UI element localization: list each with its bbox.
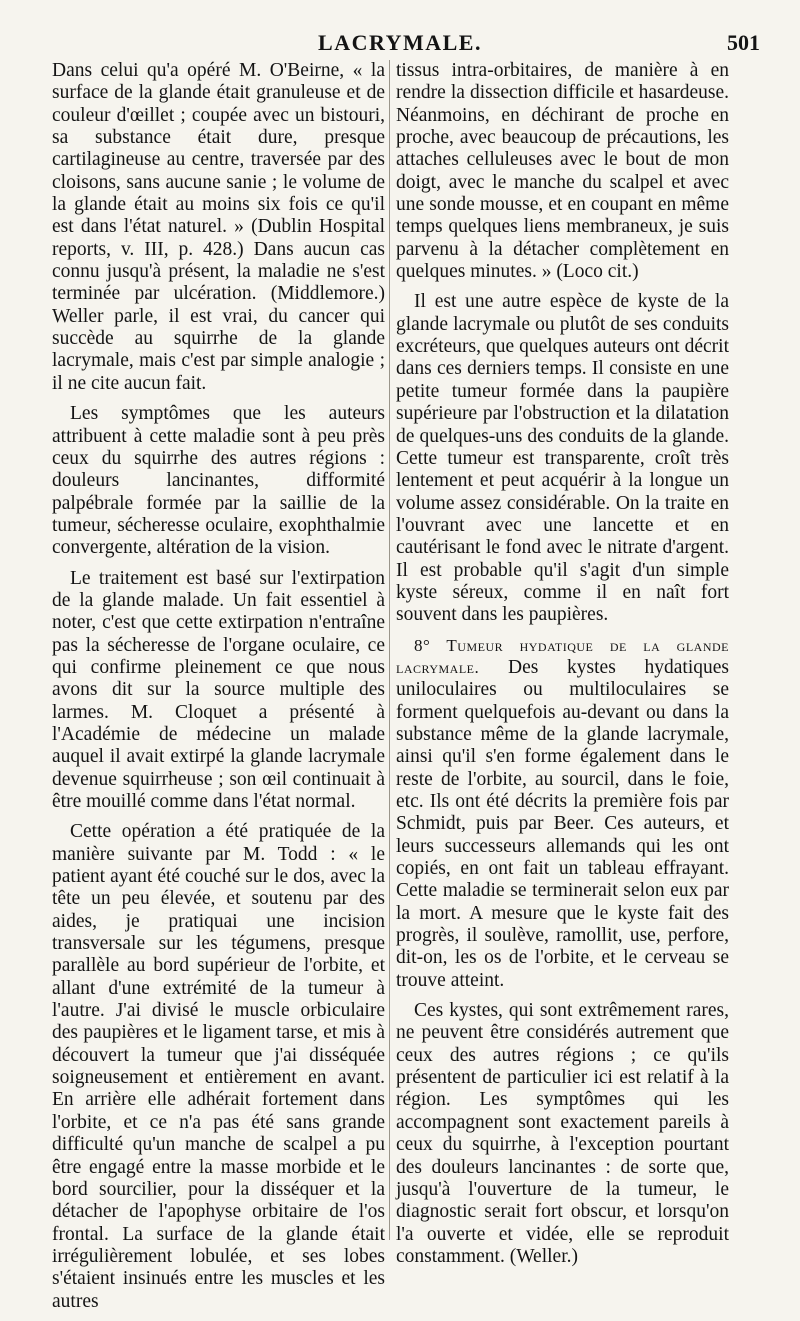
section-body: Des kystes hydatiques uniloculaires ou multiloculaires se forment quelquefois au-devant ou dans la substance même de la glande lacrymale, ainsi qu'il s'en forme également dans le reste de l'orbite, au sourcil, dans le foie, etc. Ils ont été décrits la première fois par Schmidt, puis par Beer. Ces auteurs, et leurs successeurs allemands qui les ont copiés, en ont fait un tableau effrayant. Cette maladie se terminerait selon eux par la mort. A mesure que le kyste fait des progrès, il soulève, ramollit, use, perfore, dit-on, les os de l'orbite, et le cerveau se trouve atteint. [396, 656, 730, 991]
page-number: 501 [727, 30, 760, 55]
paragraph: Le traitement est basé sur l'extirpation de la glande malade. Un fait essentiel à noter, c'est que cette extirpation n'entraîne pas la sécheresse de l'organe oculaire, ce qui confirme pleinement ce que nous avons dit sur la source multiple des larmes. M. Cloquet a présenté à l'Académie de médecine un malade auquel il avait extirpé la glande lacrymale devenue squirrheuse ; son œil continuait à être mouillé comme dans l'état normal. [52, 567, 385, 812]
paragraph: tissus intra-orbitaires, de manière à en rendre la dissection difficile et hasardeuse. Néanmoins, en déchirant de proche en proche, avec beaucoup de précautions, les attaches celluleuses avec le bout de mon doigt, avec le manche du scalpel et avec une sonde mousse, et en coupant en même temps quelques liens membraneux, je suis parvenu à la détacher complètement en quelques minutes. » (Loco cit.) [396, 60, 729, 283]
paragraph: Il est une autre espèce de kyste de la glande lacrymale ou plutôt de ses conduits excréteurs, que quelques auteurs ont décrit dans ces derniers temps. Il consiste en une petite tumeur formée dans la paupière supérieure par l'obstruction et la dilatation de quelques-uns des conduits de la glande. Cette tumeur est transparente, croît très lentement et peut acquérir à la longue un volume assez considérable. On la traite en l'ouvrant avec une lancette et en cautérisant le fond avec le nitrate d'argent. Il est probable qu'il s'agit d'un simple kyste séreux, comme il en naît fort souvent dans les paupières. [396, 291, 729, 626]
section-heading: 8° Tumeur hydatique de la glande lacrymale. [396, 635, 729, 677]
paragraph: Dans celui qu'a opéré M. O'Beirne, « la surface de la glande était granuleuse et de couleur d'œillet ; coupée avec un bistouri, sa substance était dure, presque cartilagineuse au centre, traversée par des cloisons, sans aucune sanie ; le volume de la glande était au moins six fois ce qu'il est dans l'état naturel. » (Dublin Hospital reports, v. III, p. 428.) Dans aucun cas connu jusqu'à présent, la maladie ne s'est terminée par ulcération. (Middlemore.) Weller parle, il est vrai, du cancer qui succède au squirrhe de la glande lacrymale, mais c'est par simple analogie ; il ne cite aucun fait. [52, 60, 385, 394]
section-paragraph [396, 635, 729, 993]
paragraph: Ces kystes, qui sont extrêmement rares, ne peuvent être considérés autrement que ceux des autres régions ; ce qu'ils présentent de particulier ici est relatif à la région. Les symptômes qui les accompagnent sont exactement pareils à ceux du squirrhe, à l'exception pourtant des douleurs lancinantes : de sorte que, jusqu'à l'ouverture de la tumeur, le diagnostic serait fort obscur, et lorsqu'on l'a ouverte et vidée, elle se reproduit constamment. (Weller.) [396, 1000, 729, 1267]
paragraph: Cette opération a été pratiquée de la manière suivante par M. Todd : « le patient ayant été couché sur le dos, avec la tête un peu élevée, et soutenu par des aides, je pratiquai une incision transversale sur les tégumens, presque parallèle au bord supérieur de l'orbite, et allant d'une extrémité de la tumeur à l'autre. J'ai divisé le muscle orbiculaire des paupières et le ligament tarse, et mis à découvert la tumeur que j'ai disséquée soigneusement et entièrement en avant. En arrière elle adhérait fortement dans l'orbite, et ce n'a pas été sans grande difficulté qu'un manche de scalpel a pu être engagé entre la masse morbide et le bord sourcilier, pour la disséquer et la détacher de l'apophyse orbitaire de l'os frontal. La surface de la glande était irrégulièrement lobulée, et ses lobes s'étaient insinués entre les muscles et les autres [52, 821, 385, 1312]
column-divider [389, 60, 390, 1240]
paragraph: Les symptômes que les auteurs attribuent à cette maladie sont à peu près ceux du squirrhe des autres régions : douleurs lancinantes, difformité palpébrale formée par la saillie de la tumeur, sécheresse oculaire, exophthalmie convergente, altération de la vision. [52, 403, 385, 559]
running-title: LACRYMALE. [318, 30, 482, 55]
right-column [396, 60, 729, 1276]
left-column [52, 60, 385, 1321]
